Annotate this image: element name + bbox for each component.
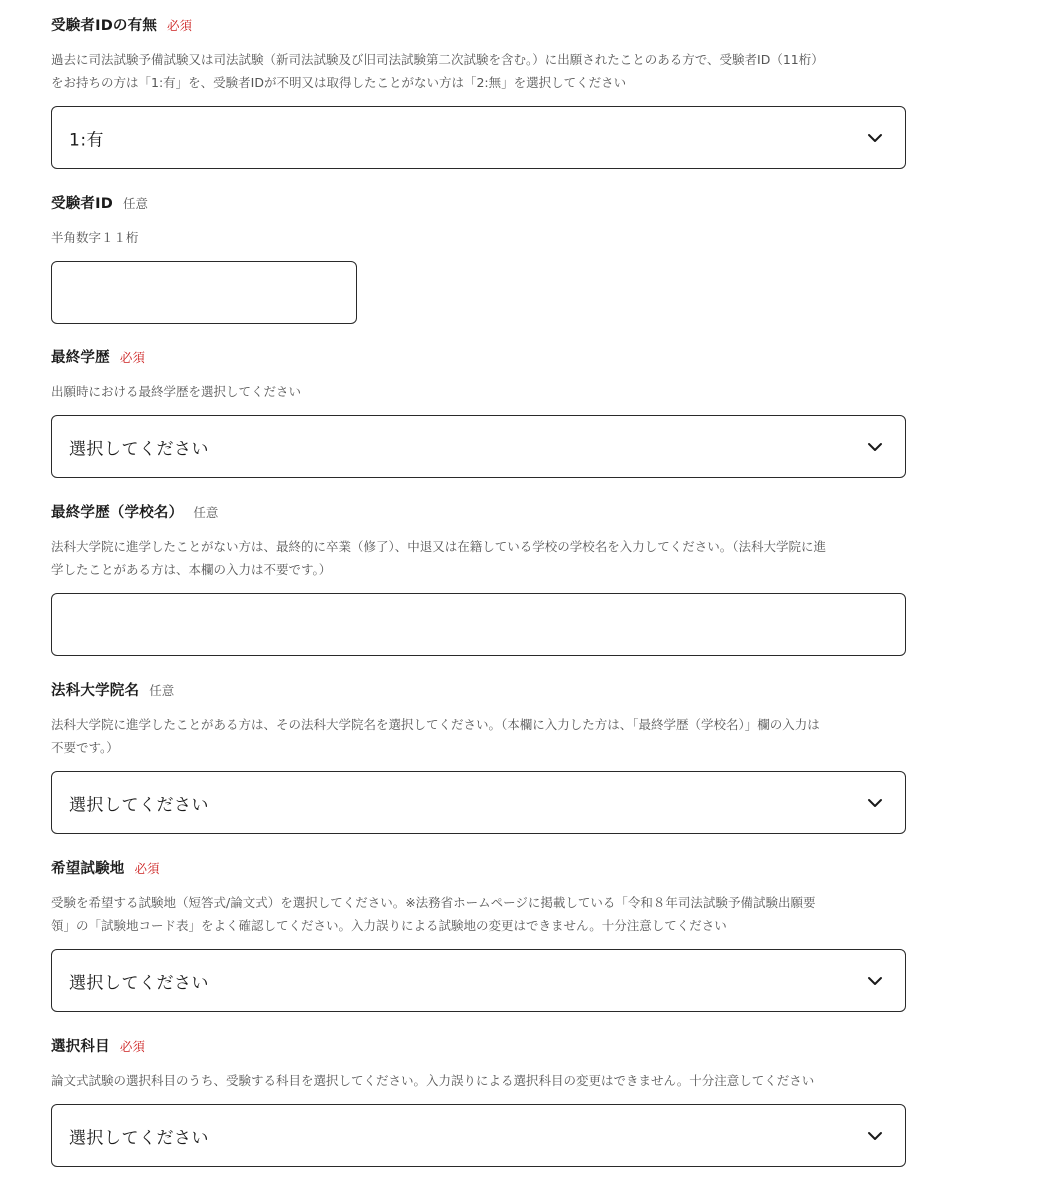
field-label: 受験者ID [51, 196, 113, 212]
optional-badge: 任意 [149, 683, 175, 698]
elective-subject-select[interactable] [51, 1104, 906, 1167]
required-badge: 必須 [119, 1039, 145, 1054]
select-value: 選択してください [69, 1128, 209, 1148]
select-value: 選択してください [69, 439, 209, 459]
exam-location-select[interactable] [51, 949, 906, 1012]
description-line: 半角数字１１桁 [51, 230, 139, 245]
chevron-down-icon [867, 976, 883, 986]
required-badge: 必須 [167, 18, 193, 33]
description-line: 論文式試験の選択科目のうち、受験する科目を選択してください。入力誤りによる選択科目の変更はできません。十分注意してください [51, 1073, 815, 1088]
field-law-school-name [51, 679, 906, 834]
select-value: 選択してください [69, 973, 209, 993]
description-line: 領」の「試験地コード表」をよく確認してください。入力誤りによる試験地の変更はできません。十分注意してください [51, 918, 727, 933]
field-label-row [51, 501, 906, 525]
description-line: をお持ちの方は「1:有」を、受験者IDが不明又は取得したことがない方は「2:無」を選択してください [51, 75, 627, 90]
field-description [51, 713, 906, 759]
field-label: 最終学歴（学校名） [51, 505, 184, 521]
field-label-row [51, 1035, 906, 1059]
field-description [51, 226, 906, 249]
field-desired-exam-location [51, 857, 906, 1012]
field-description [51, 535, 906, 581]
field-label-row [51, 14, 906, 38]
optional-badge: 任意 [193, 505, 219, 520]
description-line: 受験を希望する試験地（短答式/論文式）を選択してください。※法務省ホームページに掲載している「令和８年司法試験予備試験出願要 [51, 895, 816, 910]
optional-badge: 任意 [122, 196, 148, 211]
description-line: 法科大学院に進学したことがある方は、その法科大学院名を選択してください。（本欄に入力した方は、「最終学歴（学校名）」欄の入力は [51, 717, 820, 732]
field-description [51, 891, 906, 937]
field-label-row [51, 346, 906, 370]
description-line: 不要です。） [51, 740, 119, 755]
field-label-row [51, 679, 906, 703]
select-value: 選択してください [69, 795, 209, 815]
field-label: 受験者IDの有無 [51, 18, 158, 34]
final-education-select[interactable] [51, 415, 906, 478]
chevron-down-icon [867, 442, 883, 452]
field-label: 選択科目 [51, 1039, 110, 1055]
field-description [51, 380, 906, 403]
field-label-row [51, 857, 906, 881]
field-final-education [51, 346, 906, 478]
field-label: 希望試験地 [51, 861, 125, 877]
examinee-id-input[interactable] [51, 261, 357, 324]
field-label-row [51, 192, 906, 216]
field-examinee-id-presence [51, 14, 906, 169]
chevron-down-icon [867, 133, 883, 143]
description-line: 学したことがある方は、本欄の入力は不要です。） [51, 562, 332, 577]
field-elective-subject [51, 1035, 906, 1167]
examinee-id-presence-select[interactable] [51, 106, 906, 169]
law-school-select[interactable] [51, 771, 906, 834]
description-line: 出願時における最終学歴を選択してください [51, 384, 302, 399]
chevron-down-icon [867, 1131, 883, 1141]
required-badge: 必須 [119, 350, 145, 365]
description-line: 過去に司法試験予備試験又は司法試験（新司法試験及び旧司法試験第二次試験を含む。）に出願されたことのある方で、受験者ID（11桁） [51, 52, 824, 67]
field-final-education-school [51, 501, 906, 656]
school-name-input[interactable] [51, 593, 906, 656]
field-description [51, 1069, 906, 1092]
field-label: 最終学歴 [51, 350, 110, 366]
field-label: 法科大学院名 [51, 683, 140, 699]
field-examinee-id [51, 192, 906, 324]
required-badge: 必須 [134, 861, 160, 876]
field-description [51, 48, 906, 94]
chevron-down-icon [867, 798, 883, 808]
description-line: 法科大学院に進学したことがない方は、最終的に卒業（修了）、中退又は在籍している学校の学校名を入力してください。（法科大学院に進 [51, 539, 827, 554]
select-value: 1:有 [69, 130, 105, 150]
